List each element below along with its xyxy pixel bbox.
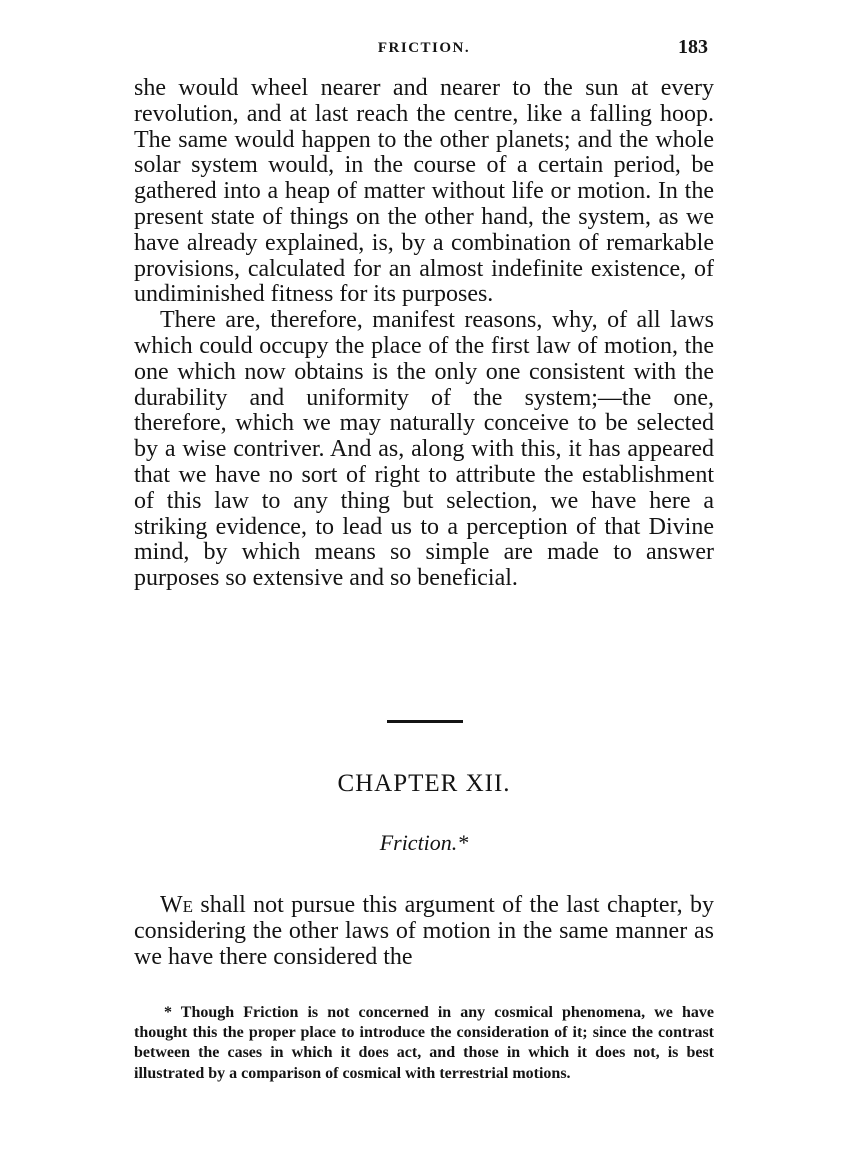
page-header <box>134 36 714 60</box>
opening-word: We <box>160 892 194 918</box>
footnote <box>134 1003 714 1084</box>
chapter-subtitle: Friction.* <box>379 830 469 855</box>
paragraph <box>134 893 714 970</box>
section-rule <box>387 720 463 723</box>
body-text <box>134 76 714 592</box>
paragraph-text: shall not pursue this argument of the last chapter, by considering the other laws of motion in the same manner as we have there considered the <box>134 892 714 970</box>
chapter-opening-text <box>134 893 714 970</box>
paragraph-continuation: she would wheel nearer and nearer to the sun at every revolution, and at last reach the centre, like a falling hoop. The same would happen to the other planets; and the whole solar system would, in the course of a certain period, be gathered into a heap of matter without life or motion. In the present state of things on the other hand, the system, as we have already explained, is, by a combination of remarkable provisions, calculated for an almost indefinite existence, of undiminished fitness for its purposes. <box>134 75 714 308</box>
footnote-text: * Though Friction is not concerned in any cosmical phenomena, we have thought this the proper place to introduce the consideration of it; since the contrast between the cases in which it does act, and those in which it does not, is best illustrated by a comparison of cosmical with terrestrial motions. <box>134 1004 714 1082</box>
running-head: FRICTION. <box>377 40 471 56</box>
page-number: 183 <box>678 36 708 58</box>
paragraph: There are, therefore, manifest reasons, why, of all laws which could occupy the place of the first law of motion, the one which now obtains is the only one consistent with the durability and uniformity of the system;—the one, therefore, which we may naturally conceive to be selected by a wise contriver. And as, along with this, it has appeared that we have no sort of right to attribute the establishment of this law to any thing but selection, we have here a striking evidence, to lead us to a perception of that Divine mind, by which means so simple are made to answer purposes so extensive and so beneficial. <box>134 307 714 592</box>
chapter-title: CHAPTER XII. <box>337 770 511 797</box>
